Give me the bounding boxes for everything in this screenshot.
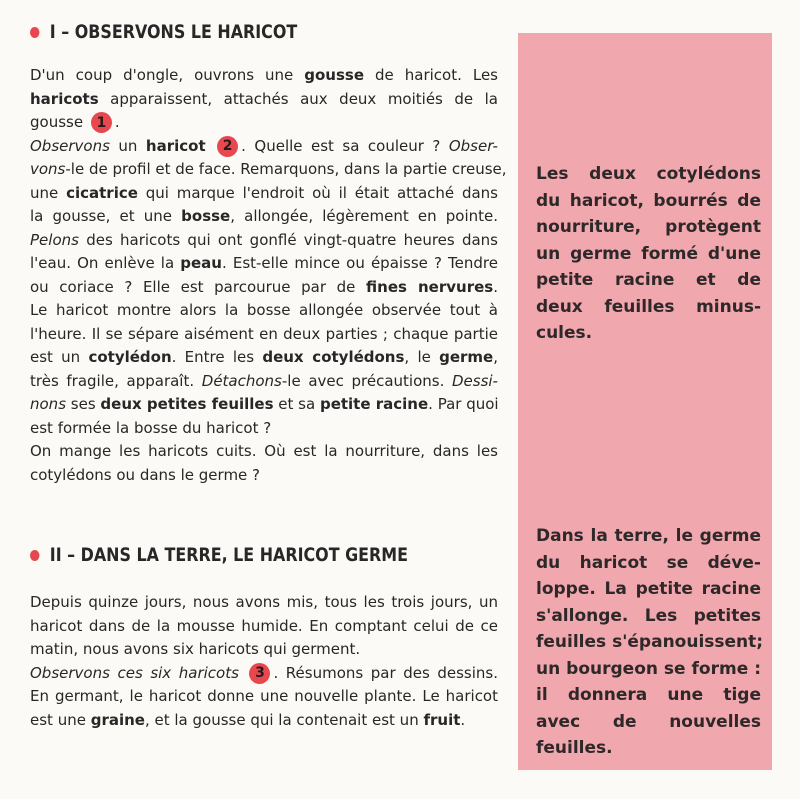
text-line: D'un coup d'ongle, ouvrons une gousse de haricot. Les xyxy=(30,66,498,84)
figure-ref-badge: 3 xyxy=(249,663,270,684)
text-line: haricot dans de la mousse humide. En comptant celui de ce xyxy=(30,616,498,635)
text-line: Observons ces six haricots 3 . Résumons par des dessins. xyxy=(30,663,498,682)
summary-line: feuilles. xyxy=(536,738,613,758)
main-column xyxy=(30,22,507,732)
summary-line: deux feuilles minus- xyxy=(536,296,761,317)
text-line: est formée la bosse du haricot ? xyxy=(30,418,272,437)
text-line: gousse 1 . xyxy=(30,113,120,131)
text-line: l'heure. Il se sépare aisément en deux parties ; chaque partie xyxy=(30,324,498,343)
bullet-icon xyxy=(30,550,39,561)
text-line: matin, nous avons six haricots qui germent. xyxy=(30,640,361,658)
bullet-icon xyxy=(30,27,39,38)
summary-line: du haricot, bourrés de xyxy=(536,190,761,211)
text-line: cotylédons ou dans le germe ? xyxy=(30,465,261,484)
text-line: En germant, le haricot donne une nouvelle plante. Le haricot xyxy=(30,687,498,705)
summary-2 xyxy=(536,523,764,762)
text-line: vons-le de profil et de face. Remarquons, dans la partie creuse, xyxy=(30,160,507,178)
summary-line: du haricot se déve- xyxy=(536,552,761,573)
text-line: est une graine, et la gousse qui la contenait est un fruit. xyxy=(30,710,466,729)
summary-line: petite racine et de xyxy=(536,270,761,290)
summary-line: cules. xyxy=(536,323,593,343)
figure-ref-badge: 2 xyxy=(217,136,238,157)
summary-sidebar xyxy=(518,33,772,770)
summary-line: il donnera une tige xyxy=(536,685,761,705)
summary-line: s'allonge. Les petites xyxy=(536,605,761,626)
section-1-title: I – OBSERVONS LE HARICOT xyxy=(49,22,298,43)
summary-line: un bourgeon se forme : xyxy=(536,658,761,679)
summary-line: avec de nouvelles xyxy=(536,711,761,732)
summary-line: nourriture, protègent xyxy=(536,217,761,237)
text-line: haricots apparaissent, attachés aux deux moitiés de la xyxy=(30,89,498,108)
text-line: Pelons des haricots qui ont gonflé vingt-quatre heures dans xyxy=(30,230,498,249)
text-line: ou coriace ? Elle est parcourue par de fines nervures. xyxy=(30,277,498,296)
text-line: la gousse, et une bosse, allongée, légèrement en pointe. xyxy=(30,207,498,225)
section-1-heading xyxy=(30,22,432,43)
text-line: très fragile, apparaît. Détachons-le avec précautions. Dessi- xyxy=(30,371,498,390)
summary-line: feuilles s'épanouissent; xyxy=(536,632,764,652)
summary-1 xyxy=(536,161,761,347)
figure-ref-badge: 1 xyxy=(91,112,112,133)
text-line: Depuis quinze jours, nous avons mis, tous les trois jours, un xyxy=(30,593,498,611)
text-line: est un cotylédon. Entre les deux cotylédons, le germe, xyxy=(30,348,499,366)
section-2-title: II – DANS LA TERRE, LE HARICOT GERME xyxy=(49,545,408,566)
text-line: Observons un haricot 2 . Quelle est sa couleur ? Obser- xyxy=(30,136,498,155)
text-line: nons ses deux petites feuilles et sa petite racine. Par quoi xyxy=(30,395,499,413)
section-2-body xyxy=(30,591,498,732)
summary-line: Les deux cotylédons xyxy=(536,164,761,184)
text-line: une cicatrice qui marque l'endroit où il était attaché dans xyxy=(30,183,498,202)
text-line: On mange les haricots cuits. Où est la nourriture, dans les xyxy=(30,442,498,460)
summary-line: loppe. La petite racine xyxy=(536,579,761,599)
section-2-heading xyxy=(30,545,432,566)
text-line: Le haricot montre alors la bosse allongée observée tout à xyxy=(30,301,498,319)
summary-line: Dans la terre, le germe xyxy=(536,526,761,546)
summary-line: un germe formé d'une xyxy=(536,243,761,264)
text-line: l'eau. On enlève la peau. Est-elle mince ou épaisse ? Tendre xyxy=(30,254,498,272)
section-1-body xyxy=(30,64,507,487)
